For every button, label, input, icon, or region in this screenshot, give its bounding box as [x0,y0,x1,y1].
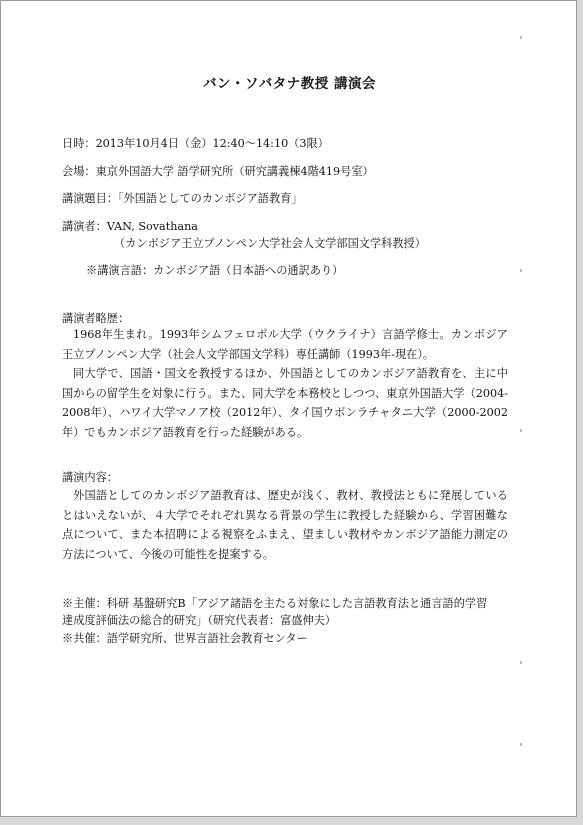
scan-speck [520,269,522,272]
content-heading: 講演内容： [62,471,118,484]
language-note: ※講演言語：カンボジア語（日本語への通訳あり） [86,264,344,277]
scan-speck [520,743,522,746]
bio-heading: 講演者略歴： [62,312,130,325]
content-paragraph: 外国語としてのカンボジア語教育は、歴史が浅く、教材、教授法ともに発展しているとはいえないが、４大学でそれぞれ異なる背景の学生に教授した経験から、学習困難な点について、また本招聘による視察をふまえ、望ましい教材やカンボジア語能力測定の方法について、今後の可能性を提案する。 [62,489,508,561]
bio-paragraph: 同大学で、国語・国文を教授するほか、外国語としてのカンボジア語教育を、主に中国からの留学生を対象に行う。また、同大学を本務校としつつ、東京外国語大学（2004-2008年）、ハワイ大学マノア校（2012年）、タイ国ウボンラチャタニ大学（2000-2002年）でもカンボジア語教育を行った経験がある。 [62,367,508,439]
organizer-line-1: ※主催：科研 基盤研究B「アジア諸語を主たる対象にした言語教育法と通言語的学習 [62,597,488,610]
speaker-line: 講演者：VAN, Sovathana [62,220,198,233]
page-title: バン・ソバタナ教授 講演会 [203,76,376,92]
scan-speck [520,429,522,432]
scan-speck [520,36,522,39]
organizer-line-2: 達成度評価法の総合的研究」（研究代表者：富盛伸夫） [62,614,337,627]
speaker-affiliation: （カンボジア王立プノンペン大学社会人文学部国文学科教授） [114,237,426,250]
scan-speck [520,661,522,664]
datetime-line: 日時：2013年10月4日（金）12:40～14:10（3限） [62,137,329,150]
bio-paragraph: 1968年生まれ。1993年シムフェロポル大学（ウクライナ）言語学修士。カンボジア王立プノンペン大学（社会人文学部国文学科）専任講師（1993年-現在）。 [62,328,508,361]
bio-section [62,325,508,442]
venue-line: 会場：東京外国語大学 語学研究所（研究講義棟4階419号室） [62,165,374,178]
content-section [62,486,508,564]
topic-line: 講演題目：「外国語としてのカンボジア語教育」 [62,192,303,205]
cosponsor-line: ※共催：語学研究所、世界言語社会教育センター [62,632,308,645]
